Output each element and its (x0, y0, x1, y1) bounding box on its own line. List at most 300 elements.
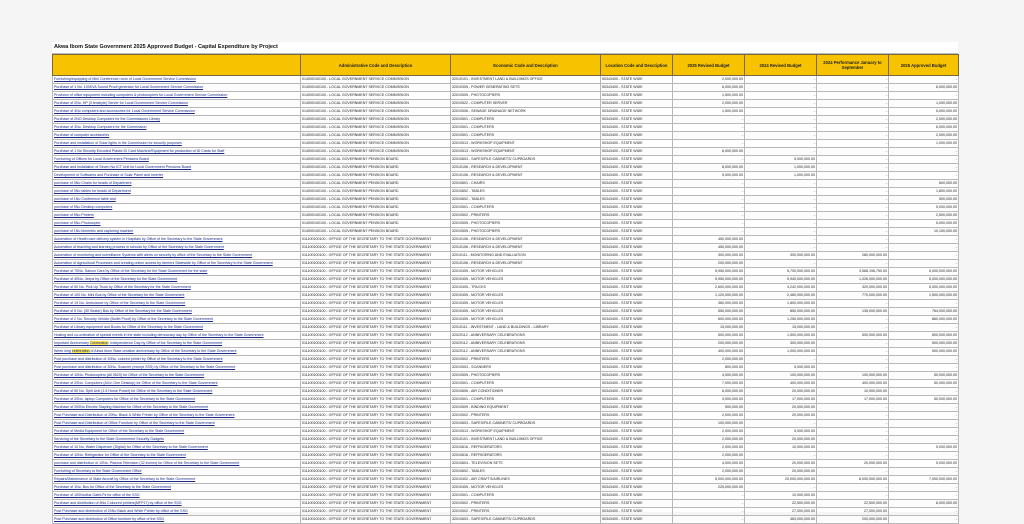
header-2024-revised: 2024 Revised Budget (745, 55, 817, 76)
admin-code-cell: 011100100100 - OFFICE OF THE SECRETARY TO THE STATE GOVERNMENT (301, 356, 451, 364)
location-code-cell: 50343400 - STATE WIDE (601, 364, 673, 372)
revised-2024-cell: 22,500,000.00 (745, 500, 817, 508)
approved-2025-cell: - (889, 148, 959, 156)
approved-2025-cell: 1,000,000.00 (889, 140, 959, 148)
approved-2025-cell: - (889, 260, 959, 268)
revised-2025-cell: - (673, 204, 745, 212)
economic-code-cell: 32010405 - MOTOR VEHICLES (451, 484, 601, 492)
location-code-cell: 50343400 - STATE WIDE (601, 196, 673, 204)
table-row (53, 268, 959, 276)
approved-2025-cell: 5,000,000.00 (889, 444, 959, 452)
performance-2024-cell: - (817, 220, 889, 228)
project-description-cell: Purchase and Installation of Seven No ICT Unit for Local Government Pensions Board (53, 164, 301, 172)
project-description-cell: purchase of 1No biometric and capturing machine (53, 228, 301, 236)
location-code-cell: 50343400 - STATE WIDE (601, 308, 673, 316)
admin-code-cell: 011100100100 - OFFICE OF THE SECRETARY TO THE STATE GOVERNMENT (301, 236, 451, 244)
admin-code-cell: 011100100100 - OFFICE OF THE SECRETARY TO THE STATE GOVERNMENT (301, 500, 451, 508)
approved-2025-cell: - (889, 436, 959, 444)
performance-2024-cell: - (817, 204, 889, 212)
revised-2025-cell: 2,600,000,000.00 (673, 284, 745, 292)
admin-code-cell: 011100100100 - OFFICE OF THE SECRETARY TO THE STATE GOVERNMENT (301, 460, 451, 468)
project-description-cell: Hosting and co-ordination of special events in the state including democracy day by Office of the Secretary to the State Government (53, 332, 301, 340)
economic-code-cell: 32010601 - CHAIRS (451, 180, 601, 188)
revised-2025-cell: 200,000,000.00 (673, 260, 745, 268)
revised-2024-cell: 20,000,000.00 (745, 412, 817, 420)
admin-code-cell: 011100100100 - OFFICE OF THE SECRETARY TO THE STATE GOVERNMENT (301, 492, 451, 500)
table-row (53, 460, 959, 468)
admin-code-cell: 011100100100 - OFFICE OF THE SECRETARY TO THE STATE GOVERNMENT (301, 316, 451, 324)
revised-2025-cell: 500,000.00 (673, 404, 745, 412)
approved-2025-cell: 6,000,000.00 (889, 124, 959, 132)
admin-code-cell: 011100100100 - OFFICE OF THE SECRETARY TO THE STATE GOVERNMENT (301, 516, 451, 524)
revised-2025-cell: 5,950,000,000.00 (673, 268, 745, 276)
table-row (53, 452, 959, 460)
performance-2024-cell: - (817, 228, 889, 236)
revised-2025-cell: - (673, 508, 745, 516)
admin-code-cell: 011100100100 - OFFICE OF THE SECRETARY TO THE STATE GOVERNMENT (301, 252, 451, 260)
revised-2025-cell: 600,000,000.00 (673, 316, 745, 324)
performance-2024-cell: - (817, 100, 889, 108)
header-2025-approved: 2025 Approved Budget (889, 55, 959, 76)
revised-2025-cell: - (673, 212, 745, 220)
approved-2025-cell: 764,000,000.00 (889, 308, 959, 316)
revised-2025-cell: 550,000,000.00 (673, 308, 745, 316)
performance-2024-cell: - (817, 148, 889, 156)
revised-2024-cell: - (745, 420, 817, 428)
admin-code-cell: 011100100100 - OFFICE OF THE SECRETARY TO THE STATE GOVERNMENT (301, 284, 451, 292)
admin-code-cell: 011100100100 - OFFICE OF THE SECRETARY TO THE STATE GOVERNMENT (301, 396, 451, 404)
table-row (53, 92, 959, 100)
admin-code-cell: 011100100100 - OFFICE OF THE SECRETARY TO THE STATE GOVERNMENT (301, 372, 451, 380)
project-description-cell: purchase of 1No Conference table and (53, 196, 301, 204)
project-description-cell: Repairs/Maintenance of State Aircraft by Office of the Secretary to the State Government (53, 476, 301, 484)
admin-code-cell: 011100100100 - OFFICE OF THE SECRETARY TO THE STATE GOVERNMENT (301, 308, 451, 316)
revised-2024-cell: - (745, 132, 817, 140)
table-row (53, 84, 959, 92)
approved-2025-cell: - (889, 356, 959, 364)
table-row (53, 108, 959, 116)
approved-2025-cell: - (889, 252, 959, 260)
table-row (53, 276, 959, 284)
revised-2025-cell: 2,000,000.00 (673, 356, 745, 364)
location-code-cell: 50343400 - STATE WIDE (601, 516, 673, 524)
revised-2025-cell: 450,000,000.00 (673, 244, 745, 252)
performance-2024-cell: - (817, 116, 889, 124)
table-row (53, 244, 959, 252)
admin-code-cell: 014000100100 - LOCAL GOVERNMENT PENSION BOARD (301, 172, 451, 180)
project-description-cell: Purchase of computer accessories (53, 132, 301, 140)
revised-2024-cell: - (745, 148, 817, 156)
approved-2025-cell: - (889, 516, 959, 524)
project-description-cell: Post purchase and distribution of 30No. Scanner (except SSS) by Office of the Secretary to the State Government (53, 364, 301, 372)
table-row (53, 380, 959, 388)
location-code-cell: 50343400 - STATE WIDE (601, 340, 673, 348)
project-description-cell: Automation of Health care delivery system in Hospitals by Office of the Secretary to the State Government (53, 236, 301, 244)
table-row (53, 100, 959, 108)
economic-code-cell: 32010405 - MOTOR VEHICLES (451, 300, 601, 308)
performance-2024-cell: - (817, 156, 889, 164)
performance-2024-cell: - (817, 180, 889, 188)
performance-2024-cell: 320,000,000.00 (817, 284, 889, 292)
economic-code-cell: 32010106 - RESEARCH & DEVELOPMENT (451, 164, 601, 172)
table-row (53, 236, 959, 244)
admin-code-cell: 014000100100 - LOCAL GOVERNMENT PENSION BOARD (301, 212, 451, 220)
approved-2025-cell: 2,000,000.00 (889, 132, 959, 140)
project-description-cell: purchase of 5No Photocopier (53, 220, 301, 228)
location-code-cell: 50343400 - STATE WIDE (601, 388, 673, 396)
revised-2025-cell: 2,000,000.00 (673, 412, 745, 420)
project-description-cell: purchase of 3No tables for heads of Department (53, 188, 301, 196)
location-code-cell: 50343400 - STATE WIDE (601, 396, 673, 404)
table-row (53, 188, 959, 196)
economic-code-cell: 32010305 - POWER GENERATING SETS (451, 84, 601, 92)
revised-2025-cell: 2,000,000.00 (673, 76, 745, 84)
admin-code-cell: 011100100100 - OFFICE OF THE SECRETARY TO THE STATE GOVERNMENT (301, 380, 451, 388)
approved-2025-cell: 5,000,000,000.00 (889, 284, 959, 292)
approved-2025-cell: 7,000,000,000.00 (889, 476, 959, 484)
revised-2024-cell: 850,000,000.00 (745, 308, 817, 316)
budget-table (52, 54, 959, 524)
revised-2025-cell: 2,000,000.00 (673, 468, 745, 476)
location-code-cell: 50343400 - STATE WIDE (601, 412, 673, 420)
project-description-cell: Purchase of 40No. Jeeps by Office of the Secretary for the State Government (53, 276, 301, 284)
revised-2024-cell: - (745, 108, 817, 116)
economic-code-cell: 32010606 - AIR CONDITIONER (451, 388, 601, 396)
economic-code-cell: 32010506 - SEWAGE DRAINAGE NETWORK (451, 108, 601, 116)
performance-2024-cell: - (817, 212, 889, 220)
revised-2025-cell: 1,500,000.00 (673, 108, 745, 116)
admin-code-cell: 014000100100 - LOCAL GOVERNMENT PENSION BOARD (301, 180, 451, 188)
economic-code-cell: 32010405 - MOTOR VEHICLES (451, 276, 601, 284)
performance-2024-cell: 8,000,000,000.00 (817, 476, 889, 484)
table-row (53, 156, 959, 164)
header-2024-performance: 2024 Performance January to September (817, 55, 889, 76)
location-code-cell: 50343400 - STATE WIDE (601, 132, 673, 140)
revised-2024-cell: - (745, 244, 817, 252)
revised-2024-cell: - (745, 124, 817, 132)
economic-code-cell: 32010501 - COMPUTERS (451, 396, 601, 404)
revised-2024-cell: - (745, 484, 817, 492)
admin-code-cell: 011100100100 - OFFICE OF THE SECRETARY TO THE STATE GOVERNMENT (301, 340, 451, 348)
location-code-cell: 50343400 - STATE WIDE (601, 180, 673, 188)
table-row (53, 148, 959, 156)
revised-2025-cell: - (673, 124, 745, 132)
performance-2024-cell: 400,000,000.00 (817, 380, 889, 388)
project-description-cell: purchase and distribution of 10No. Plasma Television (32 inches) for Office of the Secretary to the State Government (53, 460, 301, 468)
admin-code-cell: 014000100100 - LOCAL GOVERNMENT SERVICE COMMISSION (301, 84, 451, 92)
approved-2025-cell: 5,000,000.00 (889, 220, 959, 228)
approved-2025-cell: 50,000,000.00 (889, 380, 959, 388)
revised-2024-cell: 400,000,000.00 (745, 380, 817, 388)
admin-code-cell: 011100100100 - OFFICE OF THE SECRETARY TO THE STATE GOVERNMENT (301, 444, 451, 452)
revised-2025-cell: 4,000,000.00 (673, 460, 745, 468)
project-description-cell: purchase of 5No Printers (53, 212, 301, 220)
economic-code-cell: 32010602 - TABLES (451, 468, 601, 476)
project-description-cell: Purchase of 2NO Desktop Computers for the Commissions Library (53, 116, 301, 124)
admin-code-cell: 014000100100 - LOCAL GOVERNMENT PENSION BOARD (301, 188, 451, 196)
admin-code-cell: 014000100100 - LOCAL GOVERNMENT SERVICE COMMISSION (301, 140, 451, 148)
performance-2024-cell: - (817, 468, 889, 476)
economic-code-cell: 32020112 - ANNIVERSARY CELEBRATIONS (451, 332, 601, 340)
project-description-cell: Purchase of 19 No. Ambulance by Office of the Secretary to the State Government (53, 300, 301, 308)
performance-2024-cell: - (817, 172, 889, 180)
economic-code-cell: 32010402 - AIR CRAFTS/AIRLINES (451, 476, 601, 484)
approved-2025-cell: 500,000,000.00 (889, 340, 959, 348)
table-row (53, 316, 959, 324)
admin-code-cell: 014000100100 - LOCAL GOVERNMENT PENSION BOARD (301, 156, 451, 164)
revised-2024-cell: - (745, 100, 817, 108)
economic-code-cell: 32010513 - WORKSHOP EQUIPMENT (451, 140, 601, 148)
performance-2024-cell: 135,000,000.00 (817, 308, 889, 316)
economic-code-cell: 32010405 - MOTOR VEHICLES (451, 292, 601, 300)
project-description-cell: Purchase of 2No. HP (3 terabyte) Server for Local Government Service Commission (53, 100, 301, 108)
performance-2024-cell: - (817, 412, 889, 420)
performance-2024-cell: - (817, 84, 889, 92)
economic-code-cell: 32010501 - COMPUTERS (451, 116, 601, 124)
revised-2024-cell: 1,000,000.00 (745, 164, 817, 172)
performance-2024-cell: - (817, 340, 889, 348)
economic-code-cell: 32010616 - REFRIGERATORS (451, 452, 601, 460)
header-economic-code: Economic Code and Description (451, 55, 601, 76)
performance-2024-cell: 770,000,000.00 (817, 292, 889, 300)
location-code-cell: 50343400 - STATE WIDE (601, 420, 673, 428)
project-description-cell: Purchase of 10 No. Water Dispenser (Digital) for Office of the Secretary to the State Government (53, 444, 301, 452)
table-row (53, 220, 959, 228)
admin-code-cell: 014000100100 - LOCAL GOVERNMENT PENSION BOARD (301, 196, 451, 204)
admin-code-cell: 014000100100 - LOCAL GOVERNMENT SERVICE COMMISSION (301, 148, 451, 156)
table-row (53, 516, 959, 524)
table-row (53, 436, 959, 444)
approved-2025-cell: - (889, 428, 959, 436)
revised-2025-cell: 4,000,000.00 (673, 372, 745, 380)
revised-2025-cell: 2,000,000.00 (673, 436, 745, 444)
performance-2024-cell: 200,000,000.00 (817, 516, 889, 524)
table-row (53, 196, 959, 204)
economic-code-cell: 32010405 - TRUCKS (451, 284, 601, 292)
performance-2024-cell: - (817, 428, 889, 436)
sheet-title: Akwa Ibom State Government 2025 Approved Budget - Capital Expenditure by Project (52, 42, 958, 54)
approved-2025-cell: - (889, 484, 959, 492)
economic-code-cell: 32010513 - WORKSHOP EQUIPMENT (451, 428, 601, 436)
economic-code-cell: 32010101 - INVESTMENT LAND & BUILDINGS OFFICE (451, 76, 601, 84)
economic-code-cell: 32010513 - WORKSHOP EQUIPMENT (451, 148, 601, 156)
admin-code-cell: 011100100100 - OFFICE OF THE SECRETARY TO THE STATE GOVERNMENT (301, 332, 451, 340)
revised-2025-cell: - (673, 220, 745, 228)
approved-2025-cell: 860,000,000.00 (889, 316, 959, 324)
economic-code-cell: 32020112 - ANNIVERSARY CELEBRATIONS (451, 340, 601, 348)
table-row (53, 412, 959, 420)
approved-2025-cell: 600,000.00 (889, 180, 959, 188)
revised-2025-cell: - (673, 492, 745, 500)
performance-2024-cell: - (817, 92, 889, 100)
project-description-cell: Automation of monitoring and surveillance Systems with alerts on security by office of the Secretary to the State Government (53, 252, 301, 260)
admin-code-cell: 011100100100 - OFFICE OF THE SECRETARY TO THE STATE GOVERNMENT (301, 276, 451, 284)
performance-2024-cell: - (817, 444, 889, 452)
project-description-cell: Post Purchase and Distribution of 20No. Black & White Printer by Office of the Secretary to the State Government (53, 412, 301, 420)
approved-2025-cell: - (889, 156, 959, 164)
location-code-cell: 50343400 - STATE WIDE (601, 220, 673, 228)
revised-2025-cell: - (673, 116, 745, 124)
project-description-cell: Post Purchase and distribution of 20No Black and White Printer by office of the SSG (53, 508, 301, 516)
location-code-cell: 50343400 - STATE WIDE (601, 332, 673, 340)
revised-2025-cell: - (673, 500, 745, 508)
table-row (53, 76, 959, 84)
performance-2024-cell: - (817, 196, 889, 204)
performance-2024-cell: - (817, 364, 889, 372)
revised-2025-cell: 200,000,000.00 (673, 340, 745, 348)
admin-code-cell: 011100100100 - OFFICE OF THE SECRETARY TO THE STATE GOVERNMENT (301, 428, 451, 436)
revised-2025-cell: - (673, 180, 745, 188)
approved-2025-cell: - (889, 300, 959, 308)
performance-2024-cell: - (817, 188, 889, 196)
approved-2025-cell: - (889, 420, 959, 428)
revised-2025-cell: 3,000,000.00 (673, 396, 745, 404)
revised-2024-cell: 4,242,000,000.00 (745, 284, 817, 292)
approved-2025-cell: 5,000,000.00 (889, 204, 959, 212)
approved-2025-cell: 800,000,000.00 (889, 332, 959, 340)
approved-2025-cell: 10,100,000.00 (889, 228, 959, 236)
economic-code-cell: 32010501 - COMPUTERS (451, 124, 601, 132)
performance-2024-cell: - (817, 236, 889, 244)
revised-2024-cell: - (745, 84, 817, 92)
revised-2024-cell: 1,000,000.00 (745, 172, 817, 180)
revised-2024-cell: 17,000,000.00 (745, 396, 817, 404)
revised-2024-cell: 20,000,000.00 (745, 468, 817, 476)
economic-code-cell: 32010106 - RESEARCH & DEVELOPMENT (451, 236, 601, 244)
revised-2025-cell: 450,000,000.00 (673, 236, 745, 244)
admin-code-cell: 014000100100 - LOCAL GOVERNMENT SERVICE COMMISSION (301, 92, 451, 100)
approved-2025-cell: 5,000,000.00 (889, 460, 959, 468)
performance-2024-cell: - (817, 356, 889, 364)
revised-2025-cell: 500,000,000.00 (673, 332, 745, 340)
revised-2025-cell: 300,000,000.00 (673, 252, 745, 260)
table-row (53, 388, 959, 396)
economic-code-cell: 32010405 - MOTOR VEHICLES (451, 316, 601, 324)
performance-2024-cell: - (817, 436, 889, 444)
table-row (53, 292, 959, 300)
project-description-cell: Provision of office equipment including computers & photocopiers for Local Government Service Commission (53, 92, 301, 100)
approved-2025-cell: 1,500,000,000.00 (889, 292, 959, 300)
admin-code-cell: 014000100100 - LOCAL GOVERNMENT PENSION BOARD (301, 204, 451, 212)
performance-2024-cell: - (817, 164, 889, 172)
performance-2024-cell: - (817, 404, 889, 412)
admin-code-cell: 011100100100 - OFFICE OF THE SECRETARY TO THE STATE GOVERNMENT (301, 364, 451, 372)
header-project (53, 55, 301, 76)
project-description-cell: Post purchase and distribution of 10No. colored printer by Office of the Secretary to the State Government (53, 356, 301, 364)
revised-2024-cell: - (745, 116, 817, 124)
location-code-cell: 50343400 - STATE WIDE (601, 108, 673, 116)
admin-code-cell: 011100100100 - OFFICE OF THE SECRETARY TO THE STATE GOVERNMENT (301, 420, 451, 428)
project-description-cell: Purchase of 2 No. Security Vehicle (Bullet Proof) by Office of the Secretary to the State Government (53, 316, 301, 324)
admin-code-cell: 011100100100 - OFFICE OF THE SECRETARY TO THE STATE GOVERNMENT (301, 388, 451, 396)
revised-2025-cell: - (673, 140, 745, 148)
revised-2024-cell: - (745, 220, 817, 228)
performance-2024-cell: - (817, 484, 889, 492)
project-description-cell: Purchase and installation of Solar lights in the Commission for security purposes (53, 140, 301, 148)
revised-2025-cell: 6,000,000.00 (673, 148, 745, 156)
performance-2024-cell: 22,500,000.00 (817, 500, 889, 508)
economic-code-cell: 32010501 - COMPUTERS (451, 492, 601, 500)
location-code-cell: 50343400 - STATE WIDE (601, 324, 673, 332)
approved-2025-cell: 50,000,000.00 (889, 372, 959, 380)
admin-code-cell: 011100100100 - OFFICE OF THE SECRETARY TO THE STATE GOVERNMENT (301, 348, 451, 356)
location-code-cell: 50343400 - STATE WIDE (601, 468, 673, 476)
location-code-cell: 50343400 - STATE WIDE (601, 140, 673, 148)
location-code-cell: 50343400 - STATE WIDE (601, 212, 673, 220)
search-highlight: Celebration (89, 341, 109, 345)
table-row (53, 444, 959, 452)
location-code-cell: 50343400 - STATE WIDE (601, 284, 673, 292)
admin-code-cell: 011100100100 - OFFICE OF THE SECRETARY TO THE STATE GOVERNMENT (301, 508, 451, 516)
performance-2024-cell: 100,000,000.00 (817, 372, 889, 380)
revised-2025-cell: 5,000,000.00 (673, 172, 745, 180)
location-code-cell: 50343400 - STATE WIDE (601, 508, 673, 516)
location-code-cell: 50343400 - STATE WIDE (601, 164, 673, 172)
table-row (53, 356, 959, 364)
revised-2024-cell: - (745, 188, 817, 196)
table-row (53, 420, 959, 428)
table-row (53, 284, 959, 292)
location-code-cell: 50343400 - STATE WIDE (601, 428, 673, 436)
approved-2025-cell: - (889, 364, 959, 372)
revised-2025-cell: 800,000.00 (673, 364, 745, 372)
economic-code-cell: 32010502 - PRINTERS (451, 212, 601, 220)
economic-code-cell: 32010602 - TABLES (451, 196, 601, 204)
project-description-cell: Purchase of 5 No. (30 Seater) Bus by Office of the Secretary for the State Government (53, 308, 301, 316)
revised-2025-cell: 5,000,000,000.00 (673, 476, 745, 484)
approved-2025-cell: - (889, 404, 959, 412)
economic-code-cell: 32010604 - TELEVISION SETS (451, 460, 601, 468)
economic-code-cell: 32010502 - PRINTERS (451, 508, 601, 516)
admin-code-cell: 014000100100 - LOCAL GOVERNMENT SERVICE COMMISSION (301, 124, 451, 132)
revised-2024-cell: 20,000,000.00 (745, 388, 817, 396)
location-code-cell: 50343400 - STATE WIDE (601, 276, 673, 284)
project-description-cell: Purchase of Library equipment and Books for Office of the Secretary to the State Government (53, 324, 301, 332)
project-description-cell: purchase of 5No Desktop computers (53, 204, 301, 212)
revised-2024-cell: 1,000,000,000.00 (745, 348, 817, 356)
performance-2024-cell: - (817, 260, 889, 268)
location-code-cell: 50343400 - STATE WIDE (601, 188, 673, 196)
economic-code-cell: 32010505 - PHOTOCOPIERS (451, 92, 601, 100)
approved-2025-cell: - (889, 236, 959, 244)
approved-2025-cell: - (889, 492, 959, 500)
economic-code-cell: 32010505 - PHOTOCOPIERS (451, 220, 601, 228)
performance-2024-cell: - (817, 452, 889, 460)
performance-2024-cell: 20,000,000.00 (817, 460, 889, 468)
economic-code-cell: 32010111 - INVESTMENT - LAND & BUILDINGS - LIBRARY (451, 324, 601, 332)
location-code-cell: 50343400 - STATE WIDE (601, 436, 673, 444)
admin-code-cell: 011100100100 - OFFICE OF THE SECRETARY TO THE STATE GOVERNMENT (301, 484, 451, 492)
revised-2024-cell: 10,000,000.00 (745, 492, 817, 500)
approved-2025-cell: - (889, 76, 959, 84)
location-code-cell: 50343400 - STATE WIDE (601, 252, 673, 260)
location-code-cell: 50343400 - STATE WIDE (601, 228, 673, 236)
performance-2024-cell: - (817, 108, 889, 116)
project-description-cell: Purchase of 3No. Desktop Computers for the Commission (53, 124, 301, 132)
table-row (53, 252, 959, 260)
table-row (53, 212, 959, 220)
revised-2024-cell: 5,000,000.00 (745, 156, 817, 164)
location-code-cell: 50343400 - STATE WIDE (601, 244, 673, 252)
table-row (53, 324, 959, 332)
location-code-cell: 50343400 - STATE WIDE (601, 204, 673, 212)
revised-2024-cell: 1,250,000,000.00 (745, 316, 817, 324)
revised-2025-cell: 1,500,000.00 (673, 92, 745, 100)
location-code-cell: 50343400 - STATE WIDE (601, 260, 673, 268)
location-code-cell: 50343400 - STATE WIDE (601, 452, 673, 460)
location-code-cell: 50343400 - STATE WIDE (601, 372, 673, 380)
table-row (53, 332, 959, 340)
